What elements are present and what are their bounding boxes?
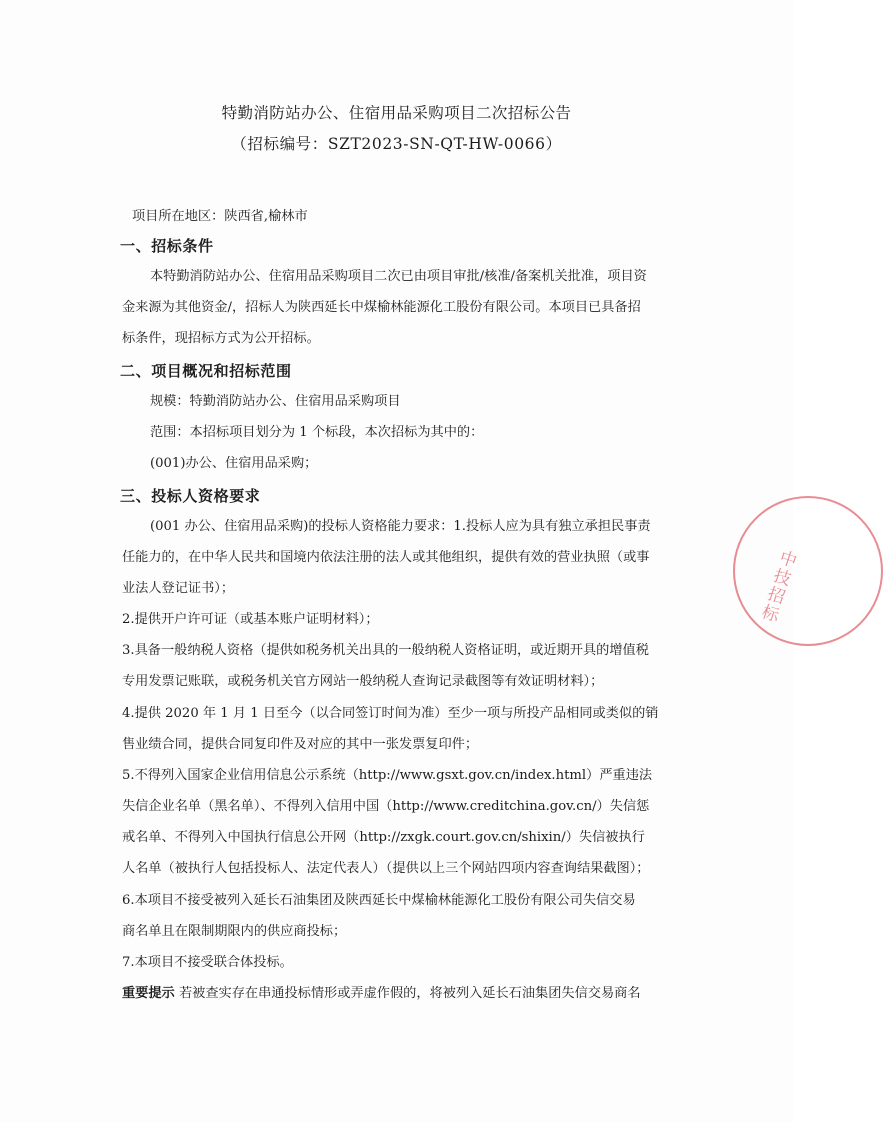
paragraph-line: 7.本项目不接受联合体投标。 (122, 955, 293, 970)
paragraph-line: 金来源为其他资金/，招标人为陕西延长中煤榆林能源化工股份有限公司。本项目已具备招 (122, 300, 641, 315)
important-note (122, 985, 641, 1003)
paragraph-line: 3.具备一般纳税人资格（提供如税务机关出具的一般纳税人资格证明，或近期开具的增值税 (122, 643, 649, 658)
paragraph-line: 戒名单、不得列入中国执行信息公开网（http://zxgk.court.gov.cn/shixin/）失信被执行 (122, 830, 645, 845)
section-heading-2: 二、项目概况和招标范围 (120, 362, 292, 380)
tender-code: （招标编号：SZT2023-SN-QT-HW-0066） (231, 135, 562, 153)
paragraph-line: 本特勤消防站办公、住宿用品采购项目二次已由项目审批/核准/备案机关批准，项目资 (150, 269, 647, 284)
document-title: 特勤消防站办公、住宿用品采购项目二次招标公告 (221, 104, 572, 122)
paragraph-line: (001)办公、住宿用品采购； (150, 456, 318, 471)
paragraph-line: 任能力的，在中华人民共和国境内依法注册的法人或其他组织，提供有效的营业执照（或事 (122, 550, 650, 565)
paragraph-line: 业法人登记证书）； (122, 581, 235, 596)
red-seal-stamp (733, 496, 883, 646)
paragraph-line: 失信企业名单（黑名单）、不得列入信用中国（http://www.creditchina.gov.cn/）失信惩 (122, 799, 650, 814)
paragraph-line: 人名单（被执行人包括投标人、法定代表人）（提供以上三个网站四项内容查询结果截图）； (122, 861, 650, 876)
paragraph-line: 规模：特勤消防站办公、住宿用品采购项目 (150, 394, 401, 409)
important-note-text: 若被查实存在串通投标情形或弄虚作假的，将被列入延长石油集团失信交易商名 (174, 986, 641, 1001)
paragraph-line: 标条件，现招标方式为公开招标。 (122, 331, 320, 346)
paragraph-line: 4.提供 2020 年 1 月 1 日至今（以合同签订时间为准）至少一项与所投产品相同或类似的销 (122, 706, 659, 721)
paragraph-line: 商名单且在限制期限内的供应商投标； (122, 924, 347, 939)
paragraph-line: 5.不得列入国家企业信用信息公示系统（http://www.gsxt.gov.cn/index.html）严重违法 (122, 768, 653, 783)
paragraph-line: 范围：本招标项目划分为 1 个标段，本次招标为其中的： (150, 425, 484, 440)
paragraph-line: 售业绩合同，提供合同复印件及对应的其中一张发票复印件； (122, 737, 479, 752)
paragraph-line: 专用发票记账联，或税务机关官方网站一般纳税人查询记录截图等有效证明材料）； (122, 674, 604, 689)
paragraph-line: (001 办公、住宿用品采购)的投标人资格能力要求：1.投标人应为具有独立承担民事责 (150, 519, 651, 534)
paragraph-line: 2.提供开户许可证（或基本账户证明材料）； (122, 612, 379, 627)
section-heading-1: 一、招标条件 (120, 237, 214, 255)
paragraph-line: 6.本项目不接受被列入延长石油集团及陕西延长中煤榆林能源化工股份有限公司失信交易 (122, 893, 636, 908)
section-heading-3: 三、投标人资格要求 (120, 487, 261, 505)
project-region: 项目所在地区：陕西省,榆林市 (132, 209, 308, 224)
seal-text: 中技招标 (755, 546, 799, 626)
important-note-label: 重要提示 (122, 986, 175, 1001)
